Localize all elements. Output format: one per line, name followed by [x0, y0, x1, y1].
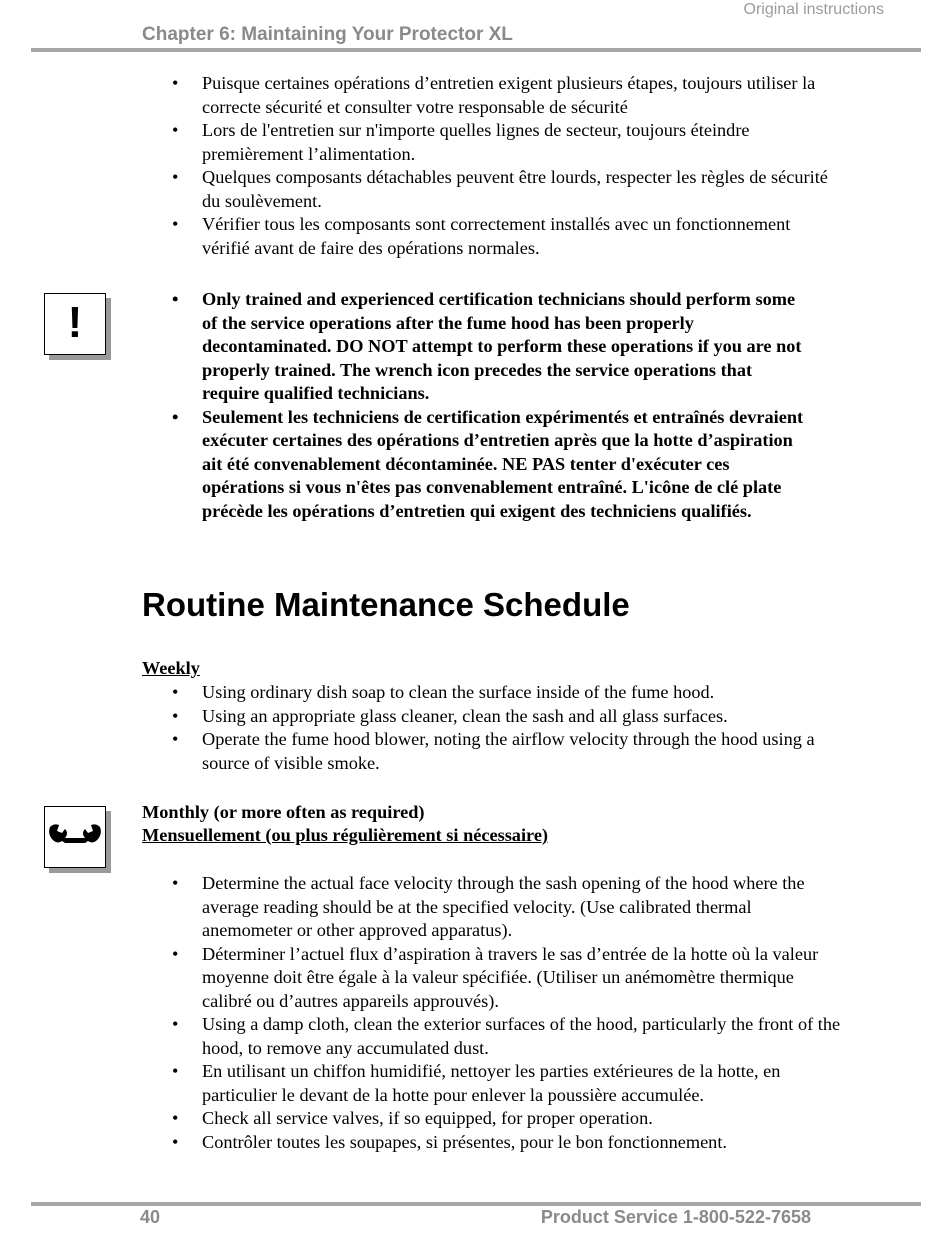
list-item: • Operate the fume hood blower, noting the airflow velocity through the hood using a source of visible smoke.	[142, 728, 822, 775]
list-item: • Déterminer l’actuel flux d’aspiration à travers le sas d’entrée de la hotte où la valeur moyenne doit être égale à la valeur spécifiée. (Utiliser un anémomètre thermique calibré ou d’autres appareils approuvés).	[142, 943, 842, 1014]
monthly-heading-fr: Mensuellement (ou plus régulièrement si nécessaire)	[142, 825, 549, 845]
list-item: • Determine the actual face velocity through the sash opening of the hood where the average reading should be at the specified velocity. (Use calibrated thermal anemometer or other approved apparatus).	[142, 872, 842, 943]
footer-rule	[31, 1202, 921, 1206]
header-rule	[31, 48, 921, 52]
list-item: • Quelques composants détachables peuvent être lourds, respecter les règles de sécurité du soulèvement.	[142, 166, 832, 213]
list-item: • Using an appropriate glass cleaner, clean the sash and all glass surfaces.	[142, 705, 822, 729]
list-item: • Puisque certaines opérations d’entretien exigent plusieurs étapes, toujours utiliser la correcte sécurité et consulter votre responsable de sécurité	[142, 72, 832, 119]
weekly-bullet-list	[142, 681, 822, 775]
list-item: • Contrôler toutes les soupapes, si présentes, pour le bon fonctionnement.	[142, 1131, 842, 1155]
wrench-glyph-icon	[48, 821, 102, 851]
weekly-heading: Weekly	[142, 658, 200, 678]
list-item: • Seulement les techniciens de certification expérimentés et entraînés devraient exécuter certaines des opérations d’entretien après que la hotte d’aspiration ait été convenablement décontaminée. NE PAS tenter d'exécuter ces opérations si vous n'êtes pas convenablement entraîné. L'icône de clé plate précède les opérations d’entretien qui exigent des techniciens qualifiés.	[142, 406, 807, 524]
product-service-phone: Product Service 1-800-522-7658	[540, 1207, 811, 1227]
list-item: • Only trained and experienced certification technicians should perform some of the service operations after the fume hood has been properly decontaminated. DO NOT attempt to perform these operations if you are not properly trained. The wrench icon precedes the service operations that require qualified technicians.	[142, 288, 807, 406]
caution-icon	[44, 293, 106, 355]
section-title: Routine Maintenance Schedule	[142, 586, 630, 623]
list-item: • Vérifier tous les composants sont correctement installés avec un fonctionnement vérifié avant de faire des opérations normales.	[142, 213, 832, 260]
page-number: 40	[140, 1207, 161, 1227]
exclamation-icon: !	[67, 298, 83, 347]
wrench-icon	[44, 806, 106, 868]
list-item: • Check all service valves, if so equipped, for proper operation.	[142, 1107, 842, 1131]
original-instructions-label: Original instructions	[743, 1, 884, 18]
warning-bullet-list	[142, 288, 807, 523]
chapter-title: Chapter 6: Maintaining Your Protector XL	[142, 24, 513, 45]
list-item: • Lors de l'entretien sur n'importe quelles lignes de secteur, toujours éteindre premièrement l’alimentation.	[142, 119, 832, 166]
list-item: • Using a damp cloth, clean the exterior surfaces of the hood, particularly the front of the hood, to remove any accumulated dust.	[142, 1013, 842, 1060]
monthly-bullet-list	[142, 872, 842, 1154]
intro-bullet-list	[142, 72, 832, 260]
list-item: • Using ordinary dish soap to clean the surface inside of the fume hood.	[142, 681, 822, 705]
list-item: • En utilisant un chiffon humidifié, nettoyer les parties extérieures de la hotte, en particulier le devant de la hotte pour enlever la poussière accumulée.	[142, 1060, 842, 1107]
monthly-heading-en: Monthly (or more often as required)	[142, 802, 425, 822]
